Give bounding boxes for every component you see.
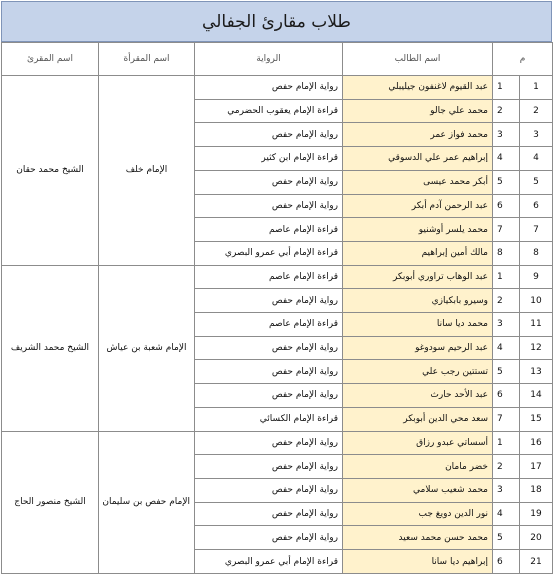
cell-serial[interactable]: 6 [520,194,553,218]
cell-student-name[interactable]: إبراهيم عمر علي الدسوقي [343,147,493,171]
cell-student-name[interactable]: محمد علي جالو [343,99,493,123]
cell-serial[interactable]: 2 [520,99,553,123]
cell-student-name[interactable]: محمد شعيب سلامي [343,478,493,502]
cell-group-index[interactable]: 4 [493,147,520,171]
cell-riwaya[interactable]: رواية الإمام حفص [195,76,343,100]
cell-group-index[interactable]: 7 [493,407,520,431]
cell-student-name[interactable]: عبد الوهاب تراوري أبوبكر [343,265,493,289]
cell-riwaya[interactable]: قراءة الإمام يعقوب الحضرمي [195,99,343,123]
cell-student-name[interactable]: عبد الرحمن آدم أبكر [343,194,493,218]
cell-serial[interactable]: 21 [520,550,553,574]
cell-serial[interactable]: 14 [520,384,553,408]
cell-qari[interactable]: الإمام شعبة بن عياش [99,265,195,431]
cell-student-name[interactable]: محمد ديا سانا [343,313,493,337]
cell-riwaya[interactable]: قراءة الإمام أبي عمرو البصري [195,550,343,574]
header-m: م [493,43,553,76]
table-body [2,76,553,574]
spreadsheet [1,1,553,574]
cell-student-name[interactable]: خضر مامان [343,455,493,479]
cell-group-index[interactable]: 1 [493,76,520,100]
cell-serial[interactable]: 17 [520,455,553,479]
cell-student-name[interactable]: عبد الأحد حارث [343,384,493,408]
cell-group-index[interactable]: 4 [493,336,520,360]
cell-riwaya[interactable]: قراءة الإمام الكسائي [195,407,343,431]
cell-riwaya[interactable]: رواية الإمام حفص [195,360,343,384]
cell-group-index[interactable]: 4 [493,502,520,526]
cell-riwaya[interactable]: قراءة الإمام عاصم [195,218,343,242]
cell-student-name[interactable]: محمد يلسر أوشنيو [343,218,493,242]
cell-group-index[interactable]: 7 [493,218,520,242]
table-row [2,265,553,289]
cell-riwaya[interactable]: رواية الإمام حفص [195,478,343,502]
students-table [1,42,553,574]
cell-student-name[interactable]: أبكر محمد عيسى [343,170,493,194]
cell-group-index[interactable]: 5 [493,526,520,550]
cell-serial[interactable]: 18 [520,478,553,502]
header-qari: اسم المقرأة [99,43,195,76]
cell-student-name[interactable]: أسساتي عبدو رزاق [343,431,493,455]
cell-serial[interactable]: 1 [520,76,553,100]
cell-serial[interactable]: 7 [520,218,553,242]
cell-riwaya[interactable]: قراءة الإمام أبي عمرو البصري [195,241,343,265]
cell-student-name[interactable]: عبد الرحيم سودوغو [343,336,493,360]
cell-group-index[interactable]: 5 [493,360,520,384]
cell-muqri[interactable]: الشيخ محمد الشريف [2,265,99,431]
cell-student-name[interactable]: وسيرو بابكيازي [343,289,493,313]
cell-group-index[interactable]: 2 [493,289,520,313]
cell-group-index[interactable]: 6 [493,384,520,408]
cell-riwaya[interactable]: رواية الإمام حفص [195,336,343,360]
table-row [2,431,553,455]
cell-group-index[interactable]: 2 [493,455,520,479]
cell-serial[interactable]: 4 [520,147,553,171]
cell-student-name[interactable]: سعد محي الدين أبوبكر [343,407,493,431]
cell-group-index[interactable]: 5 [493,170,520,194]
cell-muqri[interactable]: الشيخ محمد حقان [2,76,99,266]
cell-riwaya[interactable]: رواية الإمام حفص [195,455,343,479]
cell-student-name[interactable]: عبد القيوم لاغنفون جيليبلي [343,76,493,100]
cell-serial[interactable]: 12 [520,336,553,360]
cell-student-name[interactable]: محمد حسن محمد سعيد [343,526,493,550]
cell-riwaya[interactable]: رواية الإمام حفص [195,289,343,313]
cell-riwaya[interactable]: قراءة الإمام عاصم [195,313,343,337]
header-riwaya: الرواية [195,43,343,76]
cell-serial[interactable]: 8 [520,241,553,265]
table-row [2,76,553,100]
cell-serial[interactable]: 11 [520,313,553,337]
cell-riwaya[interactable]: رواية الإمام حفص [195,502,343,526]
cell-group-index[interactable]: 1 [493,265,520,289]
cell-serial[interactable]: 16 [520,431,553,455]
cell-serial[interactable]: 3 [520,123,553,147]
cell-riwaya[interactable]: قراءة الإمام عاصم [195,265,343,289]
cell-group-index[interactable]: 2 [493,99,520,123]
cell-serial[interactable]: 19 [520,502,553,526]
header-muqri: اسم المقرئ [2,43,99,76]
cell-riwaya[interactable]: رواية الإمام حفص [195,526,343,550]
cell-group-index[interactable]: 6 [493,550,520,574]
cell-qari[interactable]: الإمام خلف [99,76,195,266]
header-student: اسم الطالب [343,43,493,76]
cell-group-index[interactable]: 3 [493,123,520,147]
cell-qari[interactable]: الإمام حفص بن سليمان [99,431,195,573]
cell-muqri[interactable]: الشيخ منصور الحاج [2,431,99,573]
cell-group-index[interactable]: 3 [493,478,520,502]
cell-student-name[interactable]: إبراهيم ديا سانا [343,550,493,574]
cell-group-index[interactable]: 1 [493,431,520,455]
cell-serial[interactable]: 13 [520,360,553,384]
cell-riwaya[interactable]: رواية الإمام حفص [195,194,343,218]
cell-student-name[interactable]: نور الدين دويغ جب [343,502,493,526]
cell-riwaya[interactable]: قراءة الإمام ابن كثير [195,147,343,171]
cell-serial[interactable]: 5 [520,170,553,194]
cell-riwaya[interactable]: رواية الإمام حفص [195,431,343,455]
cell-serial[interactable]: 15 [520,407,553,431]
sheet-title: طلاب مقارئ الجفالي [1,1,552,42]
header-row [2,43,553,76]
cell-student-name[interactable]: محمد فواز عمر [343,123,493,147]
cell-riwaya[interactable]: رواية الإمام حفص [195,123,343,147]
cell-group-index[interactable]: 6 [493,194,520,218]
cell-serial[interactable]: 9 [520,265,553,289]
cell-student-name[interactable]: تستتين رجب علي [343,360,493,384]
cell-group-index[interactable]: 8 [493,241,520,265]
cell-student-name[interactable]: مالك أمين إبراهيم [343,241,493,265]
cell-serial[interactable]: 10 [520,289,553,313]
cell-group-index[interactable]: 3 [493,313,520,337]
cell-serial[interactable]: 20 [520,526,553,550]
cell-riwaya[interactable]: رواية الإمام حفص [195,384,343,408]
cell-riwaya[interactable]: رواية الإمام حفص [195,170,343,194]
